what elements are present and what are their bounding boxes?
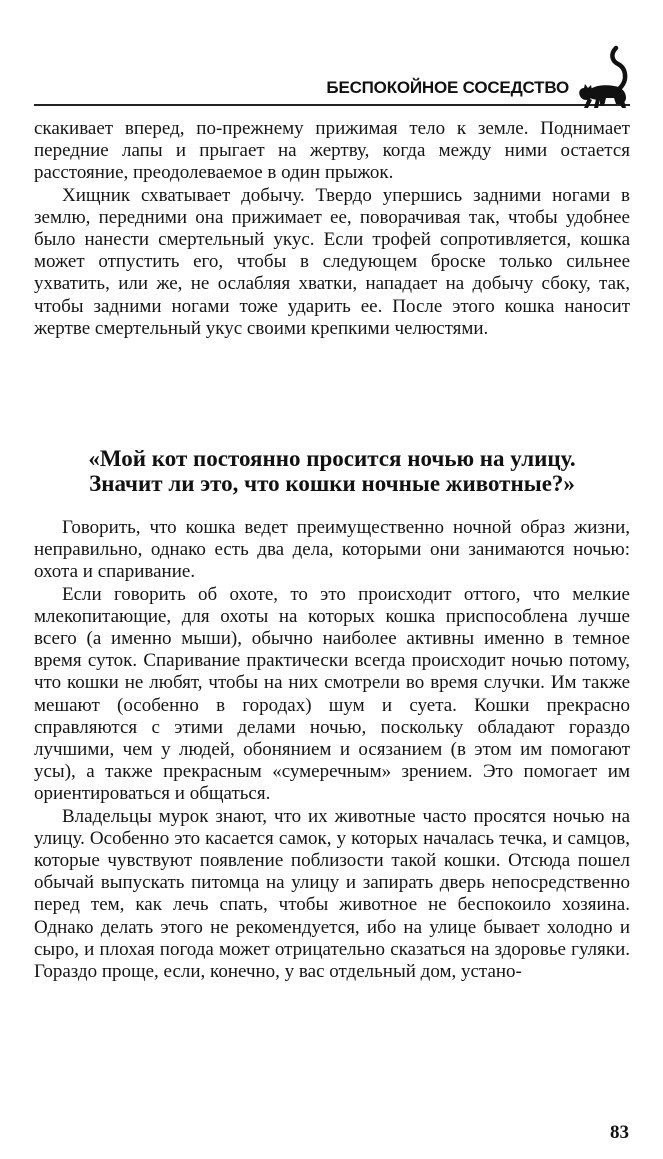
paragraph: Владельцы мурок знают, что их животные часто просятся ночью на улицу. Особенно это касается самок, у которых началась течка, и самцов, которые чувствуют появление поблизости такой кошки. Отсюда пошел обычай выпускать питомца на улицу и запирать дверь непосредственно перед тем, как лечь спать, чтобы животное не беспокоило хозяина. Однако делать этого не рекомендуется, ибо на улице бывает холодно и сыро, и плохая погода может отрицательно сказаться на здоровье гуляки. Гораздо проще, если, конечно, у вас отдельный дом, устано- [34, 805, 630, 983]
page-header [0, 0, 663, 110]
text-block-bottom [34, 517, 630, 983]
paragraph: Если говорить об охоте, то это происходит оттого, что мелкие млекопитающие, для охоты на которых кошка приспособлена лучше всего (а именно мыши), обычно наиболее активны именно в темное время суток. Спаривание практически всегда происходит ночью потому, что кошки не любят, чтобы на них смотрели во время случки. Им также мешают (особенно в городах) шум и суета. Кошки прекрасно справляются с этими делами ночью, поскольку обладают гораздо лучшими, чем у людей, обонянием и осязанием (в этом им помогают усы), а также прекрасным «сумеречным» зрением. Это помогает им ориентироваться и общаться. [34, 583, 630, 805]
page-number: 83 [610, 1122, 629, 1143]
section-heading-line-1: «Мой кот постоянно просится ночью на улицу. [88, 446, 576, 471]
paragraph: скакивает вперед, по-прежнему прижимая тело к земле. Поднимает передние лапы и прыгает на жертву, когда между ними остается расстояние, преодолеваемое в один прыжок. [34, 118, 630, 184]
section-heading-line-2: Значит ли это, что кошки ночные животные?» [89, 471, 575, 496]
header-rule [34, 104, 630, 106]
paragraph: Хищник схватывает добычу. Твердо упершись задними ногами в землю, передними она прижимает ее, поворачивая так, чтобы удобнее было нанести смертельный укус. Если трофей сопротивляется, кошка может отпустить его, чтобы в следующем броске только сильнее ухватить, или же, не ослабляя хватки, нападает на добычу сбоку, так, чтобы задними ногами тоже ударить ее. После этого кошка наносит жертве смертельный укус своими крепкими челюстями. [34, 184, 630, 339]
running-title: БЕСПОКОЙНОЕ СОСЕДСТВО [326, 78, 569, 97]
paragraph: Говорить, что кошка ведет преимущественно ночной образ жизни, неправильно, однако есть два дела, которыми они занимаются ночью: охота и спаривание. [34, 517, 630, 583]
section-heading [34, 446, 630, 496]
text-block-top [34, 118, 630, 340]
cat-silhouette-icon [576, 44, 636, 110]
